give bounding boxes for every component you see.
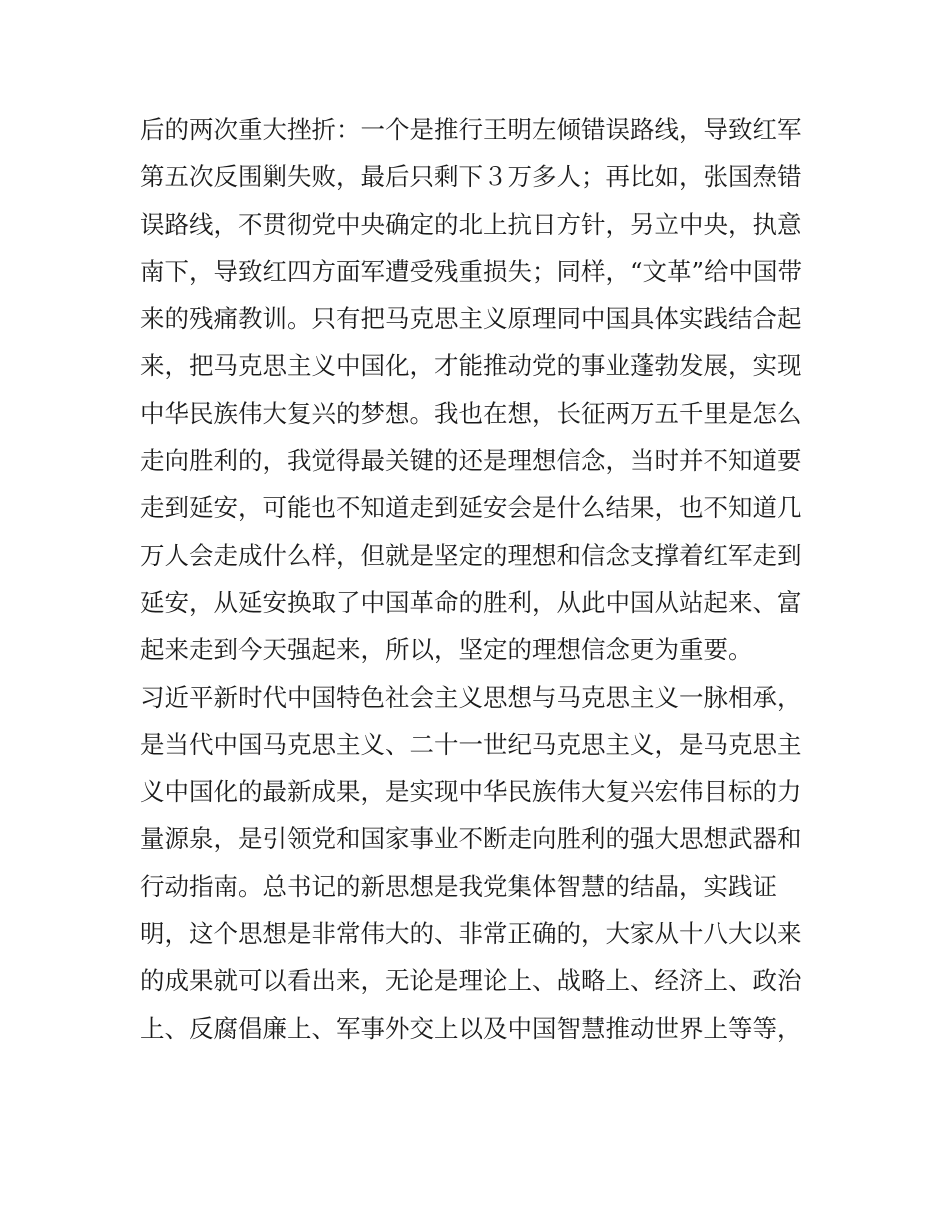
text-line-14: 是当代中国马克思主义、二十一世纪马克思主义，是马克思主 [140,729,802,759]
text-line-1: 后的两次重大挫折：一个是推行王明左倾错误路线，导致红军 [140,115,802,144]
text-line-2: 第五次反围剿失败，最后只剩下３万多人；再比如，张国焘错 [140,162,802,192]
text-line-18: 明，这个思想是非常伟大的、非常正确的，大家从十八大以来 [140,919,802,949]
text-line-19: 的成果就可以看出来，无论是理论上、战略上、经济上、政治 [140,966,802,996]
text-line-10: 万人会走成什么样，但就是坚定的理想和信念支撑着红军走到 [140,540,802,570]
text-line-6: 来，把马克思主义中国化，才能推动党的事业蓬勃发展，实现 [140,351,802,381]
text-line-13: 习近平新时代中国特色社会主义思想与马克思主义一脉相承， [140,682,802,712]
text-line-11: 延安，从延安换取了中国革命的胜利，从此中国从站起来、富 [140,587,802,617]
text-line-4: 南下，导致红四方面军遭受残重损失；同样，“文革”给中国带 [140,256,803,286]
body-text [140,106,820,1052]
text-line-8: 走向胜利的，我觉得最关键的还是理想信念，当时并不知道要 [140,446,802,476]
text-line-20: 上、反腐倡廉上、军事外交上以及中国智慧推动世界上等等， [140,1013,802,1043]
text-line-5: 来的残痛教训。只有把马克思主义原理同中国具体实践结合起 [140,304,802,334]
text-line-12: 起来走到今天强起来，所以，坚定的理想信念更为重要。 [140,635,753,665]
text-line-15: 义中国化的最新成果，是实现中华民族伟大复兴宏伟目标的力 [140,777,802,807]
text-line-3: 误路线，不贯彻党中央确定的北上抗日方针，另立中央，执意 [140,209,802,239]
text-line-9: 走到延安，可能也不知道走到延安会是什么结果，也不知道几 [140,493,802,523]
text-line-7: 中华民族伟大复兴的梦想。我也在想，长征两万五千里是怎么 [140,398,802,428]
text-line-17: 行动指南。总书记的新思想是我党集体智慧的结晶，实践证 [140,871,777,901]
text-line-16: 量源泉，是引领党和国家事业不断走向胜利的强大思想武器和 [140,824,802,854]
